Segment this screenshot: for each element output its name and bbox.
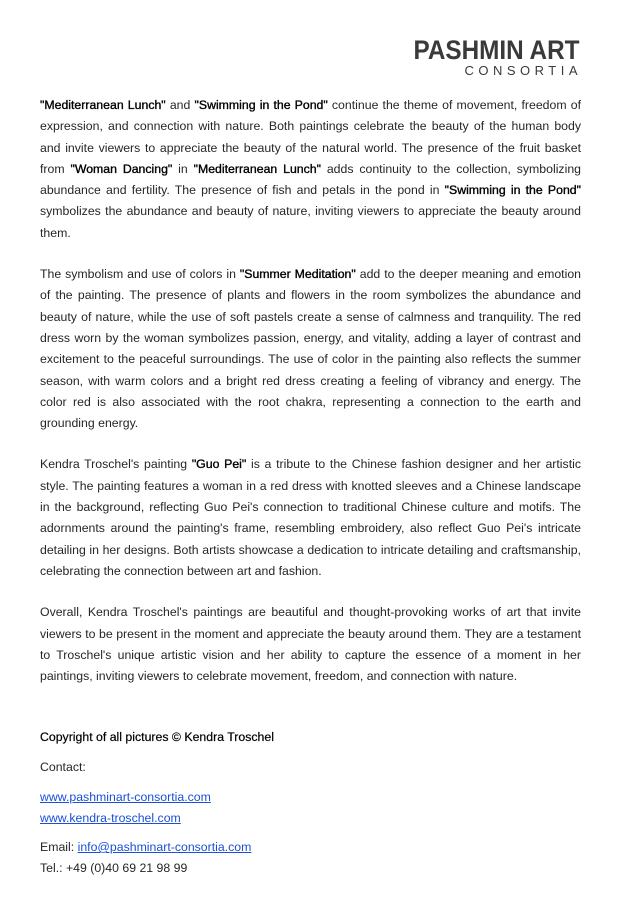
footer — [40, 727, 274, 879]
text-run: The symbolism and use of colors in — [40, 267, 240, 282]
artwork-title: "Summer Meditation" — [239, 267, 356, 282]
artwork-title: "Swimming in the Pond" — [444, 183, 581, 198]
text-run: continue the theme of movement, freedom of expression, and connection with nature. Both paintings celebrate the beauty of the human body and invite viewers to appreciate the beauty of the natural world. The presence of the fruit basket from — [40, 98, 581, 176]
text-run: Kendra Troschel's painting — [40, 457, 192, 472]
brand-name: PASHMIN ART — [412, 35, 579, 65]
website-link-kendra[interactable]: www.kendra-troschel.com — [40, 811, 181, 825]
artwork-title: "Guo Pei" — [191, 457, 247, 472]
paragraph — [40, 602, 581, 687]
brand-subtitle: CONSORTIA — [464, 63, 582, 78]
text-run: adds continuity to the collection, symbolizing abundance and fertility. The presence of fish and petals in the pond in — [40, 161, 581, 198]
email-label: Email: — [40, 840, 78, 854]
artwork-title: "Swimming in the Pond" — [194, 98, 328, 112]
text-run: in — [172, 161, 194, 176]
copyright-notice: Copyright of all pictures © Kendra Troschel — [40, 730, 274, 744]
text-run: symbolizes the abundance and beauty of nature, inviting viewers to appreciate the beauty around them. — [40, 204, 581, 240]
text-run: Overall, Kendra Troschel's paintings are beautiful and thought-provoking works of art that invite viewers to be present in the moment and appreciate the beauty around them. They are a testament to Troschel's unique artistic vision and her ability to capture the essence of a moment in her paintings, inviting viewers to celebrate movement, freedom, and connection with nature. — [40, 605, 581, 684]
artwork-title: "Mediterranean Lunch" — [40, 98, 166, 112]
paragraph — [40, 264, 581, 434]
website-link-pashminart[interactable]: www.pashminart-consortia.com — [40, 790, 211, 804]
paragraph — [40, 95, 581, 244]
artwork-title: "Woman Dancing" — [70, 161, 173, 176]
article-body — [40, 95, 581, 707]
paragraph — [40, 454, 581, 582]
text-run: and — [165, 98, 195, 112]
contact-label: Contact: — [40, 760, 86, 774]
artwork-title: "Mediterranean Lunch" — [193, 161, 321, 176]
email-row — [40, 837, 274, 858]
text-run: is a tribute to the Chinese fashion designer and her artistic style. The painting features a woman in a red dress with knotted sleeves and a Chinese landscape in the background, reflecting Guo Pei's connection to traditional Chinese culture and motifs. The adornments around the painting's frame, resembling embroidery, also reflect Guo Pei's intricate detailing in her designs. Both artists showcase a dedication to intricate detailing and craftsmanship, celebrating the connection between art and fashion. — [40, 457, 581, 578]
email-link[interactable]: info@pashminart-consortia.com — [77, 840, 252, 854]
text-run: add to the deeper meaning and emotion of the painting. The presence of plants and flowers in the room symbolizes the abundance and beauty of nature, while the use of soft pastels create a sense of calmness and tranquility. The red dress worn by the woman symbolizes passion, energy, and vitality, adding a layer of contrast and excitement to the peaceful surroundings. The use of color in the painting also reflects the summer season, with warm colors and a bright red dress creating a feeling of vibrancy and energy. The color red is also associated with the root chakra, representing a connection to the earth and grounding energy. — [40, 267, 582, 431]
telephone: Tel.: +49 (0)40 69 21 98 99 — [40, 861, 188, 875]
brand-logo — [395, 36, 580, 78]
